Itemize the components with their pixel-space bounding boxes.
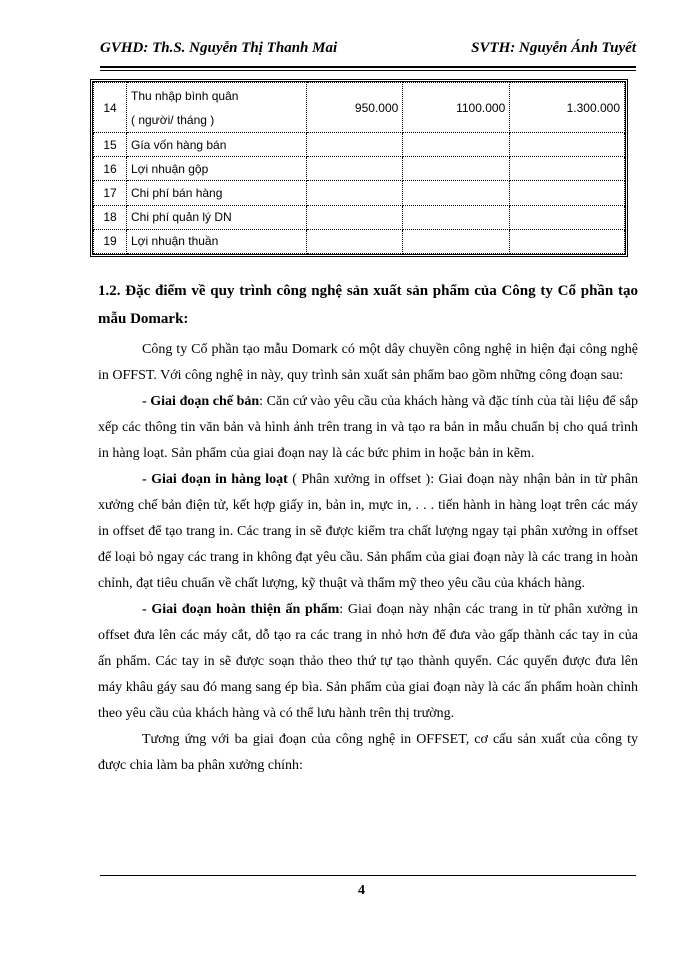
stage-1-paragraph	[98, 389, 638, 467]
value-cell-3	[510, 205, 625, 229]
table-row	[94, 205, 625, 229]
footer-divider	[100, 875, 636, 876]
row-label-line1: Thu nhập bình quân	[131, 89, 239, 103]
row-label: Lợi nhuận gộp	[127, 157, 307, 181]
value-cell-2	[403, 157, 510, 181]
row-label-line2: ( người/ tháng )	[131, 113, 215, 127]
row-label: Lợi nhuận thuần	[127, 229, 307, 253]
header-divider-thin	[100, 70, 636, 71]
row-number: 14	[94, 83, 127, 133]
row-number: 19	[94, 229, 127, 253]
row-number: 15	[94, 133, 127, 157]
row-number: 18	[94, 205, 127, 229]
value-cell-1	[307, 133, 403, 157]
stage-3-title: - Giai đoạn hoàn thiện ấn phẩm	[142, 602, 340, 617]
table-row	[94, 229, 625, 253]
value-cell-3: 1.300.000	[510, 83, 625, 133]
value-cell-3	[510, 229, 625, 253]
row-number: 16	[94, 157, 127, 181]
page-header	[100, 36, 636, 66]
section-heading: 1.2. Đặc điểm về quy trình công nghệ sản xuất sản phẩm của Công ty Cổ phần tạo mẫu Domark:	[98, 283, 638, 327]
stage-3-text: : Giai đoạn này nhận các trang in từ phân xưởng in offset đưa lên các máy cắt, dỗ tạo ra các trang in nhỏ hơn để đưa vào gấp thành các tay in của ấn phẩm. Các tay in sẽ được soạn thảo theo thứ tự tạo thành quyển. Các quyển được đưa lên máy khâu gáy sau đó mang sang ép bìa. Sản phẩm của giai đoạn này là các ấn phẩm hoàn chỉnh theo yêu cầu của khách hàng và có thể lưu hành trên thị trường.	[98, 602, 638, 721]
stage-2-title: - Giai đoạn in hàng loạt	[142, 472, 288, 487]
value-cell-3	[510, 157, 625, 181]
stage-1-title: - Giai đoạn chế bản	[142, 394, 260, 409]
stage-1-text: : Căn cứ vào yêu cầu của khách hàng và đặc tính của tài liệu để sắp xếp các thông tin văn bản và hình ảnh trên trang in và tạo ra bản in mẫu chuẩn bị cho quá trình in hàng loạt. Sản phẩm của giai đoạn nay là các bức phim in hoặc bản in kẽm.	[98, 394, 638, 461]
table-row	[94, 133, 625, 157]
value-cell-1	[307, 229, 403, 253]
table-row	[94, 157, 625, 181]
stage-3-paragraph	[98, 597, 638, 727]
row-label: Gía vốn hàng bán	[127, 133, 307, 157]
value-cell-2	[403, 181, 510, 205]
row-label: Chi phí quản lý DN	[127, 205, 307, 229]
table-row	[94, 83, 625, 133]
row-number: 17	[94, 181, 127, 205]
row-label	[127, 83, 307, 133]
value-cell-1	[307, 205, 403, 229]
value-cell-2	[403, 229, 510, 253]
row-label: Chi phí bán hàng	[127, 181, 307, 205]
page-number: 4	[358, 883, 365, 898]
value-cell-1	[307, 157, 403, 181]
intro-paragraph: Công ty Cổ phần tạo mẫu Domark có một dây chuyền công nghệ in hiện đại công nghệ in OFFST. Với công nghệ in này, quy trình sản xuất sản phẩm bao gồm những công đoạn sau:	[98, 342, 638, 383]
stage-2-text: ( Phân xưởng in offset ): Giai đoạn này nhận bản in từ phân xưởng chế bản điện tử, kết hợp giấy in, bản in, mực in, . . . tiến hành in hàng loạt trên các máy in offset để tạo trang in. Các trang in sẽ được kiểm tra chất lượng ngay tại phân xưởng in offset để loại bỏ ngay các trang in không đạt yêu cầu. Sản phẩm của giai đoạn này là các trang in hoàn chỉnh, đạt tiêu chuẩn về chất lượng, kỹ thuật và thẩm mỹ theo yêu cầu của khách hàng.	[98, 472, 639, 591]
value-cell-3	[510, 181, 625, 205]
value-cell-3	[510, 133, 625, 157]
value-cell-2	[403, 205, 510, 229]
closing-paragraph: Tương ứng với ba giai đoạn của công nghệ in OFFSET, cơ cấu sản xuất của công ty được chia làm ba phân xưởng chính:	[98, 732, 638, 773]
financial-table	[90, 79, 628, 257]
value-cell-2	[403, 133, 510, 157]
header-divider	[100, 66, 636, 68]
stage-2-paragraph	[98, 467, 638, 597]
value-cell-2: 1100.000	[403, 83, 510, 133]
value-cell-1	[307, 181, 403, 205]
value-cell-1: 950.000	[307, 83, 403, 133]
header-student: SVTH: Nguyễn Ánh Tuyết	[471, 40, 636, 56]
header-instructor: GVHD: Th.S. Nguyễn Thị Thanh Mai	[100, 40, 338, 56]
table-row	[94, 181, 625, 205]
body-content	[98, 277, 638, 779]
